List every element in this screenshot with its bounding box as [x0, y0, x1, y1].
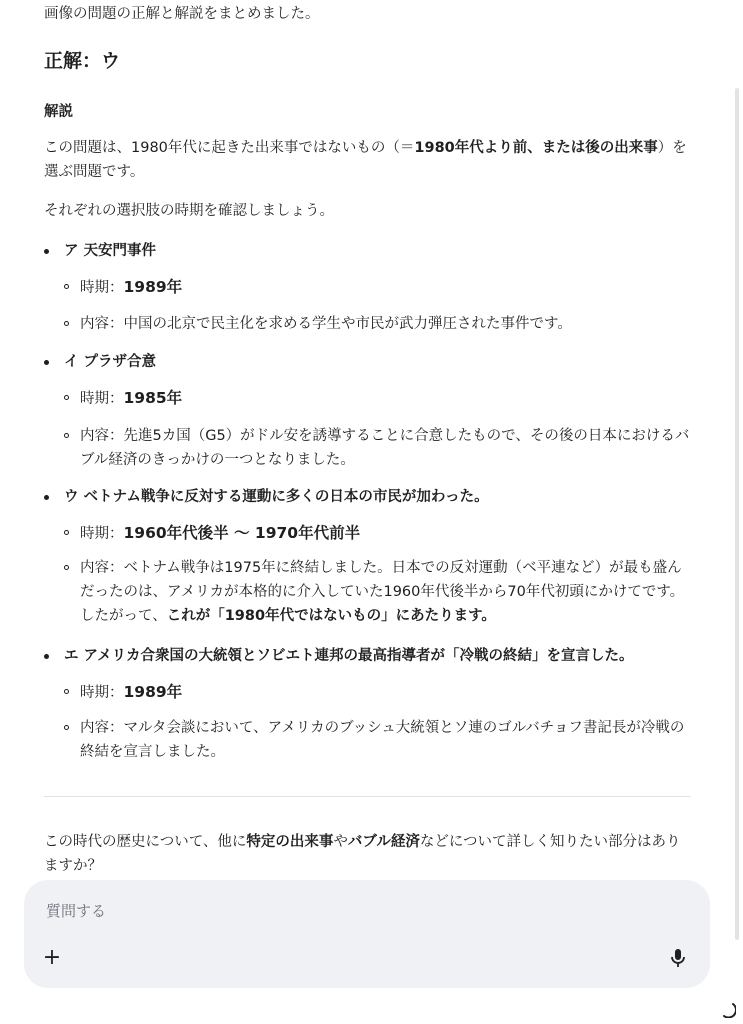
microphone-icon[interactable] — [664, 944, 692, 972]
period-value: 1985年 — [123, 389, 183, 407]
period-label: 時期： — [80, 391, 124, 407]
sub-bullet-icon — [64, 725, 69, 730]
period-label: 時期： — [80, 280, 124, 296]
followup-text: や — [333, 834, 348, 850]
followup-question — [44, 830, 694, 878]
period-label: 時期： — [80, 685, 124, 701]
para1-bold: 1980年代より前、または後の出来事 — [414, 140, 658, 156]
sub-bullet-icon — [64, 395, 69, 400]
para1-post: ）を選ぶ問題です。 — [44, 140, 687, 180]
content-text: 先進5カ国（G5）がドル安を誘導することに合意したもので、その後の日本におけるバブル経済のきっかけの一つとなりました。 — [80, 428, 690, 468]
content-label: 内容： — [80, 560, 124, 576]
sub-bullet-icon — [64, 530, 69, 535]
period-label: 時期： — [80, 526, 124, 542]
content-label: 内容： — [80, 428, 124, 444]
choice-title: イ プラザ合意 — [64, 354, 157, 370]
content-text: 中国の北京で民主化を求める学生や市民が武力弾圧された事件です。 — [123, 316, 572, 332]
prompt-composer — [24, 880, 710, 988]
sub-bullet-icon — [64, 689, 69, 694]
loading-spinner-icon — [720, 1002, 736, 1018]
para1-pre: この問題は、1980年代に起きた出来事ではないもの（＝ — [44, 140, 415, 156]
scrollbar[interactable] — [735, 88, 739, 940]
content-label: 内容： — [80, 720, 124, 736]
choices-intro: それぞれの選択肢の時期を確認しましょう。 — [44, 203, 334, 219]
bullet-icon — [44, 249, 49, 254]
answer-heading: 正解：ウ — [44, 50, 121, 72]
choice-title: エ アメリカ合衆国の大統領とソビエト連邦の最高指導者が「冷戦の終結」を宣言した。 — [64, 648, 634, 664]
followup-text: この時代の歴史について、他に — [44, 834, 247, 850]
sub-bullet-icon — [64, 433, 69, 438]
content-bold: これが「1980年代ではないもの」にあたります。 — [166, 608, 496, 624]
choice-title: ウ ベトナム戦争に反対する運動に多くの日本の市民が加わった。 — [64, 489, 489, 505]
period-value: 1989年 — [123, 278, 183, 296]
plus-icon[interactable]: + — [42, 945, 62, 970]
explanation-heading: 解説 — [44, 104, 73, 120]
period-value: 1989年 — [123, 683, 183, 701]
bullet-icon — [44, 360, 49, 365]
divider — [44, 796, 691, 797]
content-text: マルタ会談において、アメリカのブッシュ大統領とソ連のゴルバチョフ書記長が冷戦の終結を宣言しました。 — [80, 720, 685, 760]
followup-bold: バブル経済 — [347, 834, 420, 850]
followup-text: などについて詳しく知りたい部分はありますか？ — [44, 834, 681, 874]
content-label: 内容： — [80, 316, 124, 332]
bullet-icon — [44, 654, 49, 659]
prompt-input[interactable] — [44, 898, 648, 924]
explanation-paragraph — [44, 136, 694, 184]
choice-title: ア 天安門事件 — [64, 243, 157, 259]
followup-bold: 特定の出来事 — [246, 834, 334, 850]
period-value: 1960年代後半 〜 1970年代前半 — [123, 524, 361, 542]
sub-bullet-icon — [64, 284, 69, 289]
content-text: ベトナム戦争は1975年に終結しました。日本での反対運動（ベ平連など）が最も盛んだったのは、アメリカが本格的に介入していた1960年代後半から70年代初頭にかけてです。したがって、 — [80, 560, 685, 624]
sub-bullet-icon — [64, 565, 69, 570]
intro-text: 画像の問題の正解と解説をまとめました。 — [44, 6, 320, 22]
sub-bullet-icon — [64, 321, 69, 326]
bullet-icon — [44, 495, 49, 500]
